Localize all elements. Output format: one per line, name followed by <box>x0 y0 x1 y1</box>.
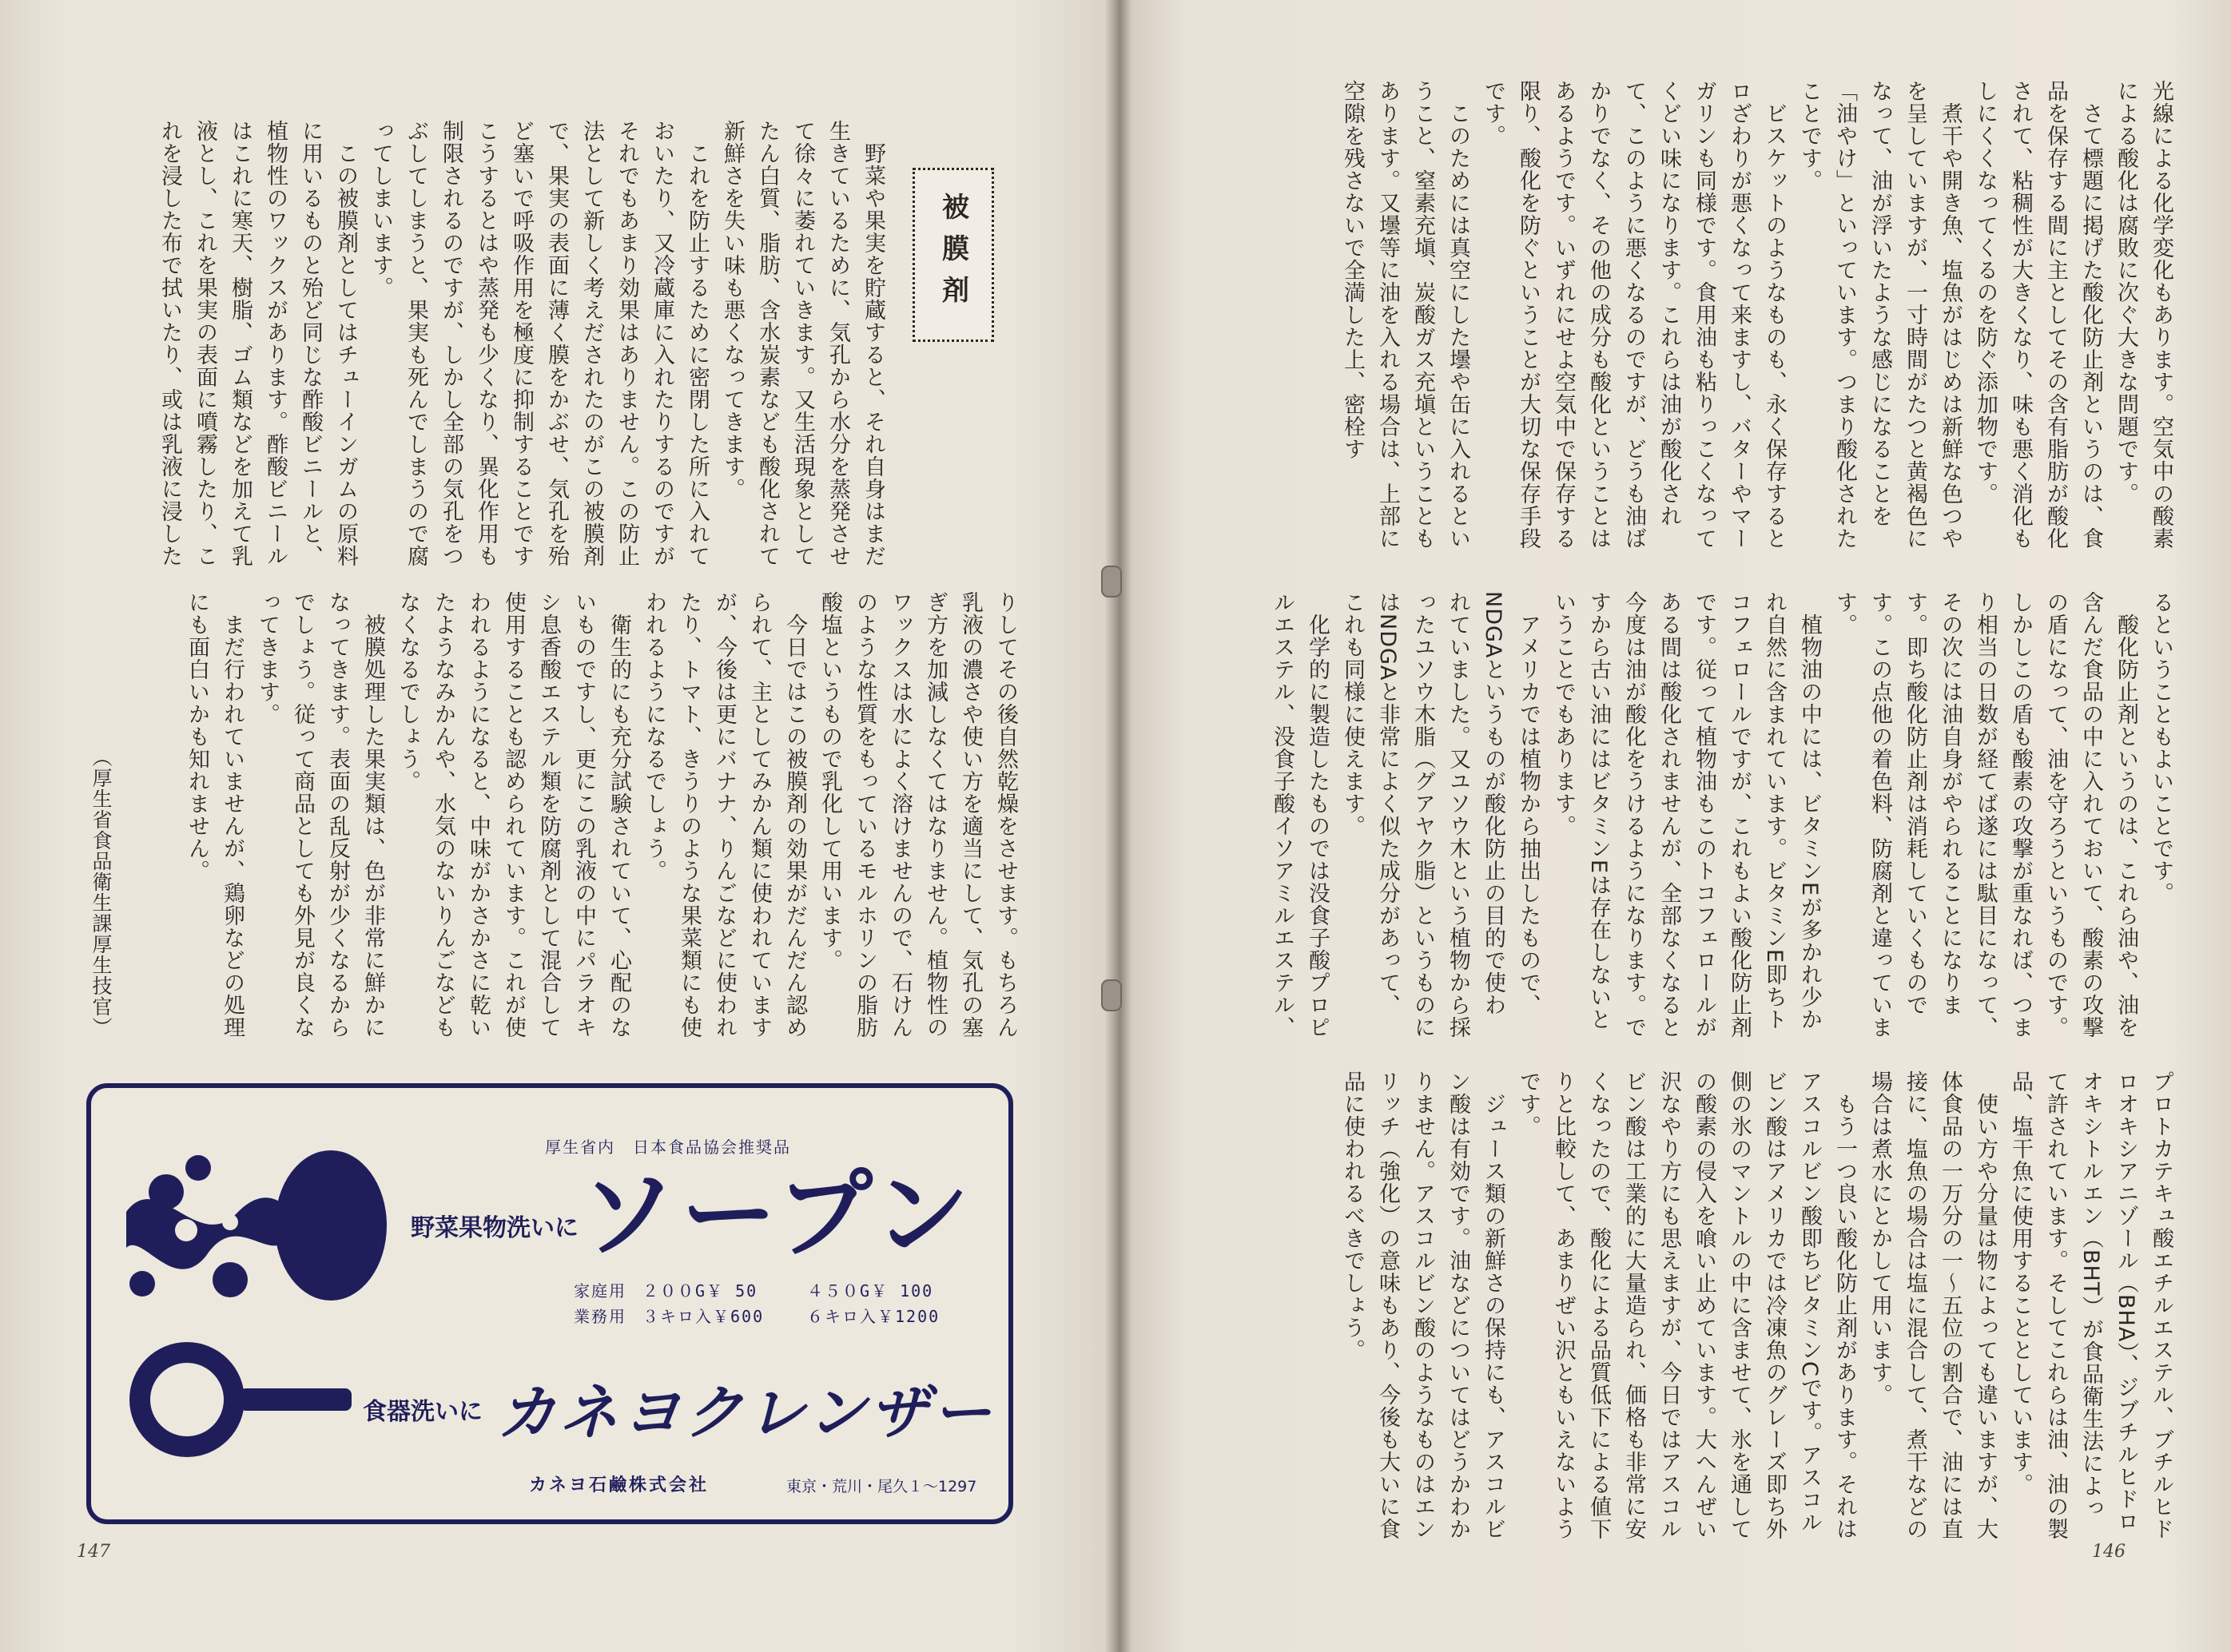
price-home-label: 家庭用 <box>574 1281 626 1301</box>
price-business-large: ６キロ入￥1200 <box>807 1307 941 1326</box>
price-home-small: ２００G￥ 50 <box>642 1281 758 1301</box>
product2-purpose: 食器洗いに <box>363 1398 483 1426</box>
ad-address: 東京・荒川・尾久１〜1297 <box>786 1478 977 1495</box>
right-middle-column: るということもよいことです。 酸化防止剤というのは、これら油や、油を含んだ食品の中に入れておいて、酸素の攻撃の盾になって、油を守ろうというものです。しかしこの盾も酸素の攻撃が重なれば、つまり相当の日数が経てば遂には駄目になって、その次には油自身がやられることになります。即ち酸化防止剤は消耗していくものです。この点他の着色料、防腐剤と違っています。 植物油の中には、ビタミンEが多かれ少かれ自然に含まれています。ビタミンE即ちトコフェロールですが、これもよい酸化防止剤です。従って植物油もこのトコフェロールがある間は酸化されませんが、全部なくなると今度は油が酸化をうけるようになります。ですから古い油にはビタミンEは存在しないということでもあります。 アメリカでは植物から抽出したもので、NDGAというものが酸化防止の目的で使われていました。又ユソウ木という植物から採ったユソウ木脂（グアヤク脂）というものにはNDGAと非常によく似た成分があって、これも同様に使えます。 化学的に製造したものでは没食子酸プロピルエステル、没食子酸イソアミルエステル、 <box>1270 591 2173 1038</box>
left-top-column: 野菜や果実を貯蔵すると、それ自身はまだ生きているために、気孔から水分を蒸発させて徐々に萎れていきます。又生活現象としてたん白質、脂肪、含水炭素なども酸化されて新鮮さを失い味も悪くなってきます。 これを防止するために密閉した所に入れておいたり、又冷蔵庫に入れたりするのですがそれでもあまり効果はありません。この防止法として新しく考えだされたのがこの被膜剤で、果実の表面に薄く膜をかぶせ、気孔を殆ど塞いで呼吸作用を極度に抑制することですこうするとはや蒸発も少くなり、異化作用も制限されるのですが、しかし全部の気孔をつぶしてしまうと、果実も死んでしまうので腐ってしまいます。 この被膜剤としてはチューインガムの原料に用いるものと殆ど同じな酢酸ビニールと、植物性のワックスがあります。酢酸ビニールはこれに寒天、樹脂、ゴム類などを加えて乳液とし、これを果実の表面に噴霧したり、これを浸した布で拭いたり、或は乳液に浸した <box>157 120 885 567</box>
right-bottom-column: プロトカテキュ酸エチルエステル、ブチルヒドロオキシアニゾール（BHA）、ジブチルヒドロオキシトルエン（BHT）が食品衛生法によって許されています。そしてこれらは油、油の製品、塩干魚に使用することとしています。 使い方や分量は物によっても違いますが、大体食品の一万分の一〜五位の割合で、油には直接に、塩魚の場合は塩に混合して、煮干などの場合は煮水にとかして用います。 もう一つ良い酸化防止剤があります。それはアスコルビン酸即ちビタミンCです。アスコルビン酸はアメリカでは冷凍魚のグレーズ即ち外側の氷のマントルの中に含ませて、氷を通しての酸素の侵入を喰い止めています。大へんぜい沢なやり方にも思えますが、今日ではアスコルビン酸は工業的に大量造られ、価格も非常に安くなったので、酸化による品質低下による値下りと比較して、あまりぜい沢ともいえないようです。 ジュース類の新鮮さの保持にも、アスコルビン酸は有効です。油などについてはどうかわかりません。アスコルビン酸のようなものはエンリッチ（強化）の意味もあり、今後も大いに食品に使われるべきでしょう。 <box>1340 1070 2173 1540</box>
product2-name: カネヨクレンザー <box>497 1379 995 1447</box>
page-number-left: 147 <box>77 1542 110 1562</box>
price-business-label: 業務用 <box>574 1307 626 1326</box>
price-home-large: ４５０G￥ 100 <box>807 1281 934 1301</box>
price-business-small: ３キロ入￥600 <box>642 1307 765 1326</box>
frying-pan-icon <box>120 1336 360 1463</box>
ad-endorsement: 厚生省内 日本食品協会推奨品 <box>545 1138 791 1157</box>
author-byline: （厚生省食品衛生課厚生技官） <box>89 747 113 1038</box>
vegetable-fruit-logo-icon <box>110 1136 398 1320</box>
left-bottom-column: りしてその後自然乾燥をさせます。もちろん乳液の濃さや使い方を適当にして、気孔の塞ぎ方を加減しなくてはなりません。植物性のワックスは水によく溶けませんので、石けんのような性質をもっているモルホリンの脂肪酸塩というもので乳化して用います。 今日ではこの被膜剤の効果がだんだん認められて、主としてみかん類に使われていますが、今後は更にバナナ、りんごなどに使われたり、トマト、きうりのような果菜類にも使われるようになるでしょう。 衛生的にも充分試験されていて、心配のないものですし、更にこの乳液の中にパラオキシ息香酸エステル類を防腐剤として混合して使用することも認められています。これが使われるようになると、中味がかさかさに乾いたようなみかんや、水気のないりんごなどもなくなるでしょう。 被膜処理した果実類は、色が非常に鮮かになってきます。表面の乱反射が少くなるからでしょう。従って商品としても外見が良くなってきます。 まだ行われていませんが、鶏卵などの処理にも面白いかも知れません。 <box>185 591 1018 1038</box>
section-title: 被膜剤 <box>937 193 969 317</box>
right-top-column: 光線による化学変化もあります。空気中の酸素による酸化は腐敗に次ぐ大きな問題です。 さて標題に掲げた酸化防止剤というのは、食品を保存する間に主としてその含有脂肪が酸化されて、粘稠性が大きくなり、味も悪く消化もしにくくなってくるのを防ぐ添加物です。 煮干や開き魚、塩魚がはじめは新鮮な色つやを呈していますが、一寸時間がたつと黄褐色になって、油が浮いたような感じになることを「油やけ」といっています。つまり酸化されたことです。 ビスケットのようなものも、永く保存するとロざわりが悪くなって来ますし、バターやマーガリンも同様です。食用油も粘りっこくなってくどい味になります。これらは油が酸化されて、このように悪くなるのですが、どうも油ばかりでなく、その他の成分も酸化ということはあるようです。いずれにせよ空気中で保存する限り、酸化を防ぐということが大切な保存手段です。 このためには真空にした壜や缶に入れるということ、窒素充塡、炭酸ガス充塡ということもあります。又壜等に油を入れる場合は、上部に空隙を残さないで全満した上、密栓す <box>1340 80 2173 550</box>
product1-name: ソープン <box>580 1160 975 1271</box>
book-gutter <box>1106 0 1131 1652</box>
page-number-right: 146 <box>2092 1542 2126 1562</box>
advertisement <box>86 1083 1013 1524</box>
right-page <box>1119 0 2231 1652</box>
staple-top-icon <box>1101 566 1122 598</box>
staple-bottom-icon <box>1101 979 1122 1011</box>
section-title-box <box>913 168 994 342</box>
product1-purpose: 野菜果物洗いに <box>411 1214 579 1242</box>
ad-company: カネヨ石鹼株式会社 <box>529 1475 710 1495</box>
